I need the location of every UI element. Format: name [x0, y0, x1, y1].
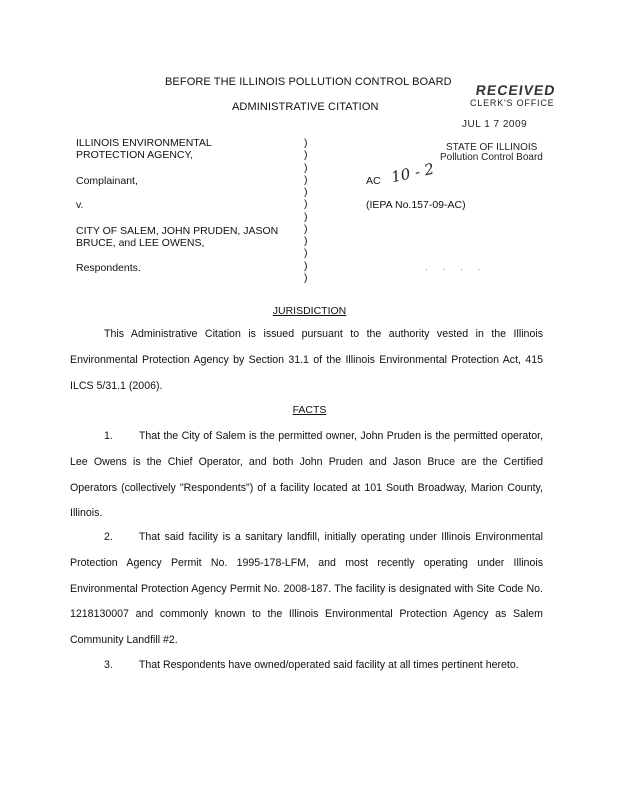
paren: ): [304, 149, 308, 162]
plaintiff-line-2: PROTECTION AGENCY,: [76, 149, 194, 161]
scan-specks: · · · ·: [425, 264, 487, 274]
stamp-date: JUL 1 7 2009: [462, 119, 528, 130]
fact-number: 1.: [104, 430, 113, 442]
fact-text: That said facility is a sanitary landfill, initially operating under Illinois Environmental Protection Agency Permit No. 1995-178-LFM, and most recently operating under Illinois Environmental Protection Agency Permit No. 2008-187. The facility is designated with Site Code No. 1218130007 and commonly known to the Illinois Environmental Protection Agency as Salem Community Landfill #2.: [70, 531, 543, 647]
iepa-number: (IEPA No.157-09-AC): [366, 199, 466, 211]
complainant-label: Complainant,: [76, 175, 138, 187]
paren: ): [304, 271, 308, 284]
jurisdiction-paragraph: This Administrative Citation is issued pursuant to the authority vested in the Illinois Environmental Protection Agency by Section 31.1 of the Illinois Environmental Protection Act, 415 ILCS 5/31.1 (2006).: [70, 328, 543, 392]
plaintiff-line-1: ILLINOIS ENVIRONMENTAL: [76, 137, 212, 149]
document-title: ADMINISTRATIVE CITATION: [232, 101, 379, 113]
fact-paragraph-2: [70, 525, 543, 654]
paren: ): [304, 198, 308, 211]
ac-label: AC: [366, 175, 381, 187]
ac-number-handwritten: 10 - 2: [389, 159, 436, 187]
paren: ): [304, 186, 308, 198]
paren: ): [304, 259, 308, 272]
fact-paragraph-1: [70, 424, 543, 527]
facts-heading: FACTS: [292, 404, 327, 416]
stamp-state: STATE OF ILLINOIS: [446, 142, 538, 153]
paren: ): [304, 173, 308, 186]
fact-text: That Respondents have owned/operated said facility at all times pertinent hereto.: [138, 659, 519, 671]
respondents-label: Respondents.: [76, 262, 141, 274]
paren: ): [304, 137, 308, 149]
paren: ): [304, 247, 308, 260]
respondent-line-2: BRUCE, and LEE OWENS,: [76, 237, 205, 249]
paren: ): [304, 161, 308, 174]
caption-parentheses: [304, 137, 308, 284]
fact-paragraph-3: [70, 653, 543, 679]
stamp-board: Pollution Control Board: [440, 152, 543, 163]
jurisdiction-heading: JURISDICTION: [272, 305, 347, 317]
fact-number: 2.: [104, 531, 113, 543]
fact-number: 3.: [104, 659, 113, 671]
paren: ): [304, 235, 308, 247]
respondent-line-1: CITY OF SALEM, JOHN PRUDEN, JASON: [76, 225, 279, 237]
fact-text: That the City of Salem is the permitted owner, John Pruden is the permitted operator, Lee Owens is the Chief Operator, and both John Pruden and Jason Bruce are the Certified Operators (collectively "Respondents") of a facility located at 101 South Broadway, Marion County, Illinois.: [70, 430, 543, 520]
paren: ): [304, 210, 308, 223]
stamp-received-text: RECEIVED: [474, 82, 557, 98]
court-heading: BEFORE THE ILLINOIS POLLUTION CONTROL BOARD: [165, 76, 452, 88]
paren: ): [304, 222, 308, 235]
versus-label: v.: [76, 199, 84, 211]
stamp-clerk-office: CLERK'S OFFICE: [470, 98, 555, 108]
